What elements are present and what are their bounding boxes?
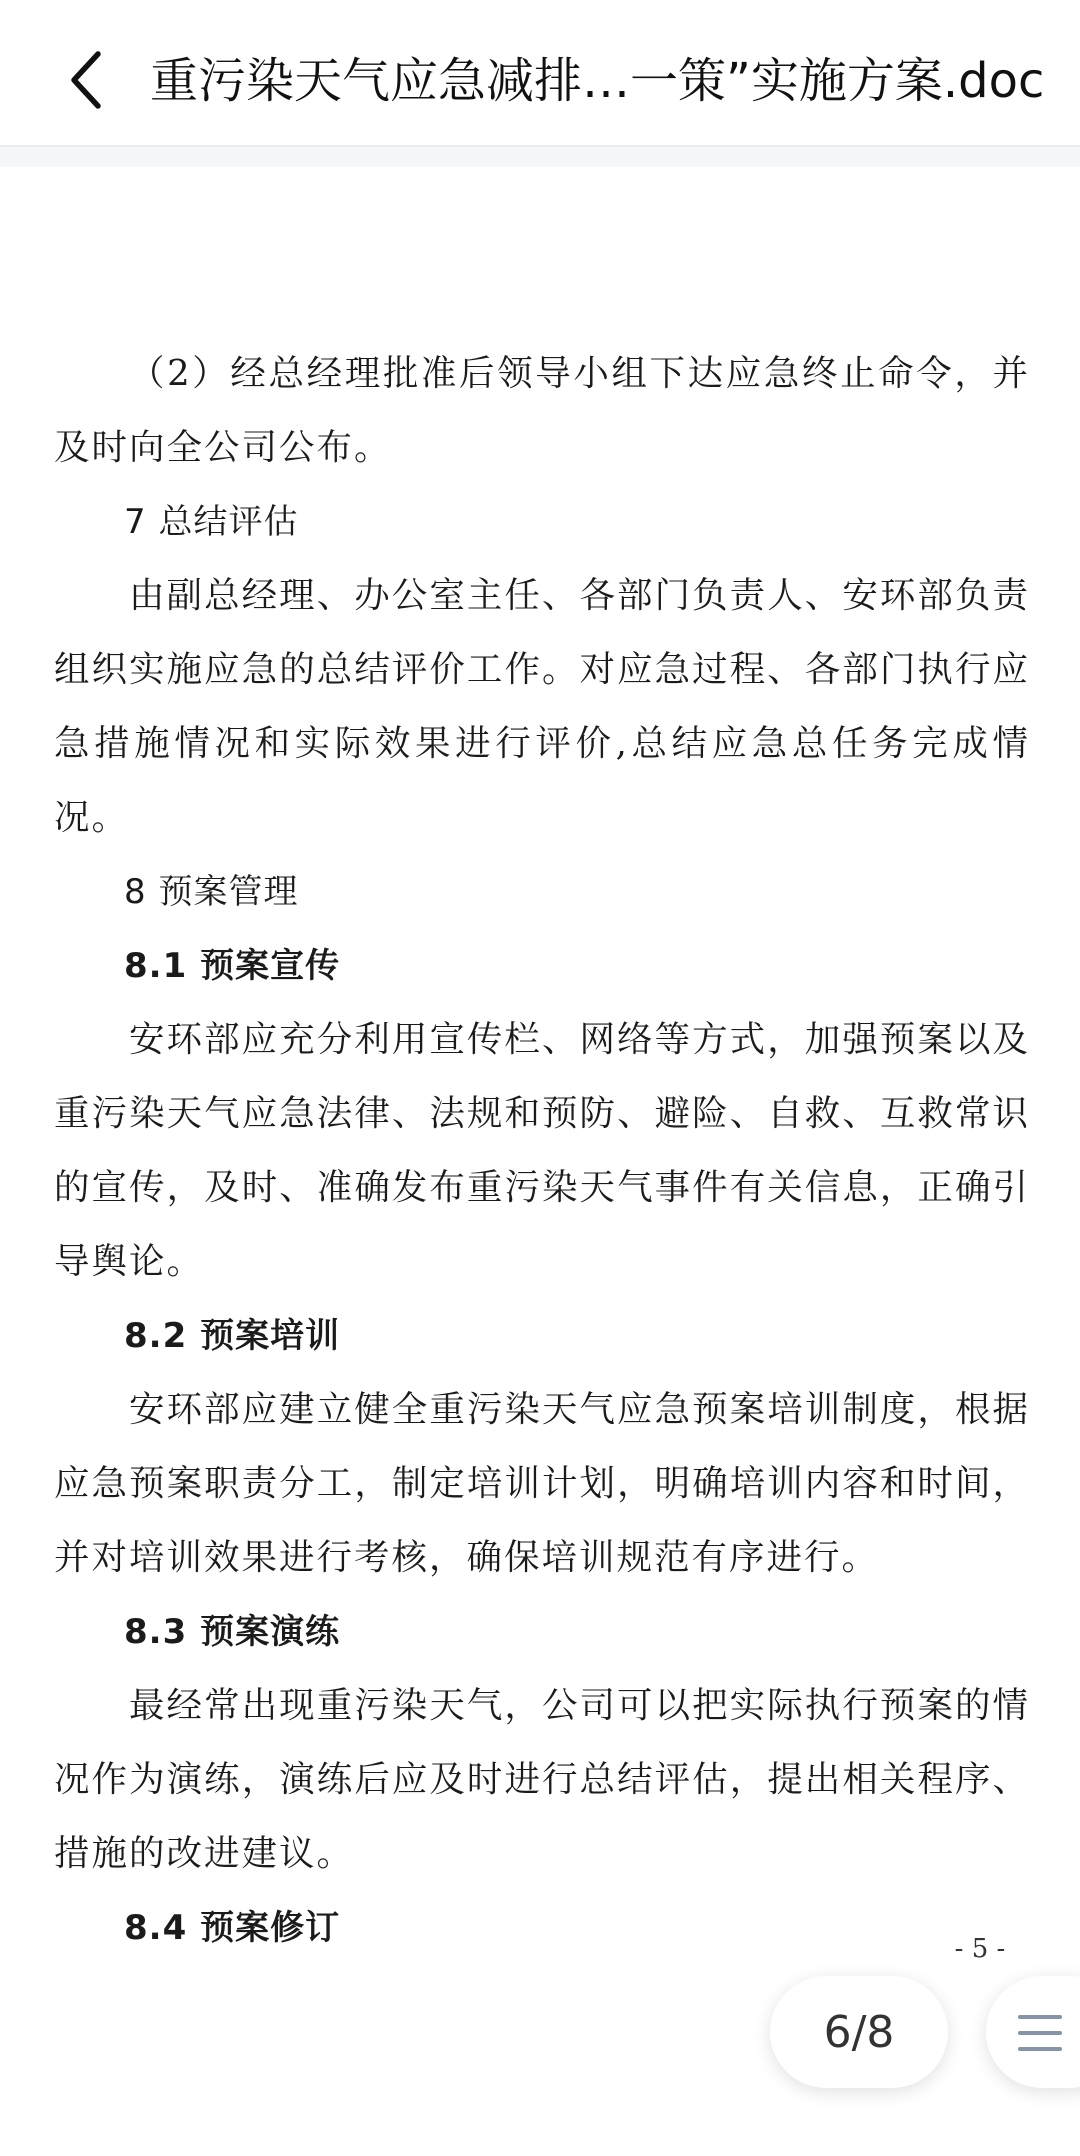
paragraph-evaluation: 由副总经理、办公室主任、各部门负责人、安环部负责组织实施应急的总结评价工作。对应急过程、各部门执行应急措施情况和实际效果进行评价,总结应急总任务完成情况。 — [54, 575, 1030, 838]
heading-8-3: 8.3 预案演练 — [124, 1612, 341, 1652]
paragraph-publicity: 安环部应充分利用宣传栏、网络等方式，加强预案以及重污染天气应急法律、法规和预防、避险、自救、互救常识的宣传，及时、准确发布重污染天气事件有关信息，正确引导舆论。 — [54, 1019, 1030, 1282]
heading-8-2: 8.2 预案培训 — [124, 1316, 341, 1356]
heading-8-1: 8.1 预案宣传 — [124, 946, 341, 986]
page-footer-number: - 5 - — [954, 1934, 1006, 1964]
heading-8: 8 预案管理 — [124, 872, 299, 912]
document-body — [54, 337, 1030, 1965]
chevron-left-icon — [68, 50, 104, 110]
page-counter[interactable]: 6/8 — [770, 1976, 948, 2088]
heading-8-4: 8.4 预案修订 — [124, 1908, 341, 1948]
paragraph-training: 安环部应建立健全重污染天气应急预案培训制度，根据应急预案职责分工，制定培训计划，明确培训内容和时间，并对培训效果进行考核，确保培训规范有序进行。 — [54, 1389, 1030, 1578]
paragraph-termination: （2）经总经理批准后领导小组下达应急终止命令，并及时向全公司公布。 — [54, 353, 1030, 468]
top-bar — [0, 0, 1080, 147]
header-divider-band — [0, 147, 1080, 167]
heading-7: 7 总结评估 — [124, 502, 299, 542]
paragraph-drill: 最经常出现重污染天气，公司可以把实际执行预案的情况作为演练，演练后应及时进行总结评估，提出相关程序、措施的改进建议。 — [54, 1685, 1030, 1874]
menu-icon — [1018, 2013, 1062, 2053]
back-button[interactable] — [56, 40, 116, 120]
document-title: 重污染天气应急减排…一策”实施方案.doc — [150, 53, 1045, 109]
